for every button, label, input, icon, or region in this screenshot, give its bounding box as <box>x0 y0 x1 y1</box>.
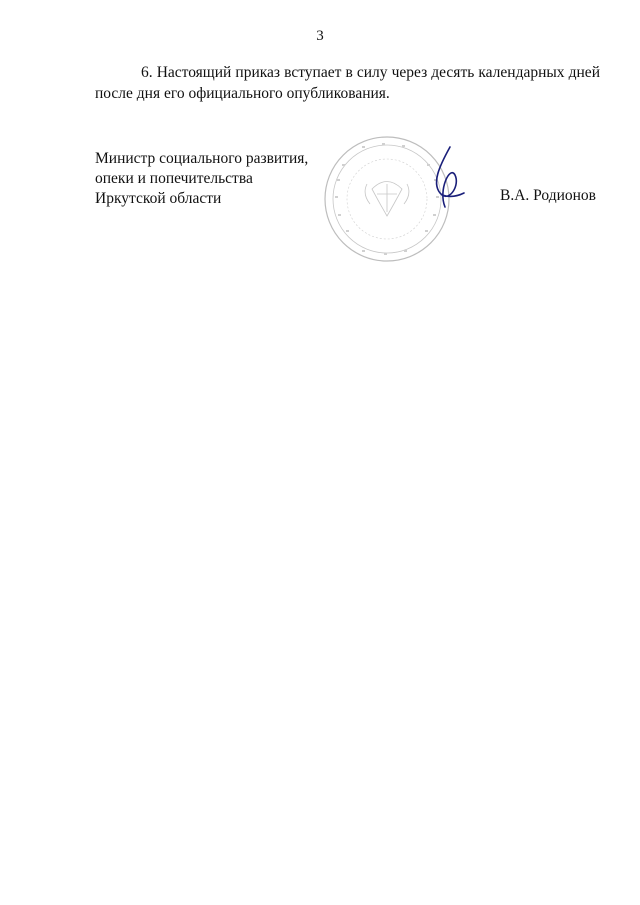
signer-position-line-1: Министр социального развития, <box>95 150 309 167</box>
handwritten-signature <box>420 145 470 215</box>
signer-position <box>95 149 308 209</box>
paragraph-line-2: после дня его официального опубликования. <box>95 85 390 102</box>
signer-position-line-2: опеки и попечительства <box>95 170 253 187</box>
signer-position-line-3: Иркутской области <box>95 190 222 207</box>
paragraph-line-1: 6. Настоящий приказ вступает в силу через десять календарных дней <box>141 64 600 81</box>
paragraph-6 <box>95 62 600 104</box>
signer-name: В.А. Родионов <box>500 187 596 204</box>
page-number: 3 <box>316 28 324 44</box>
